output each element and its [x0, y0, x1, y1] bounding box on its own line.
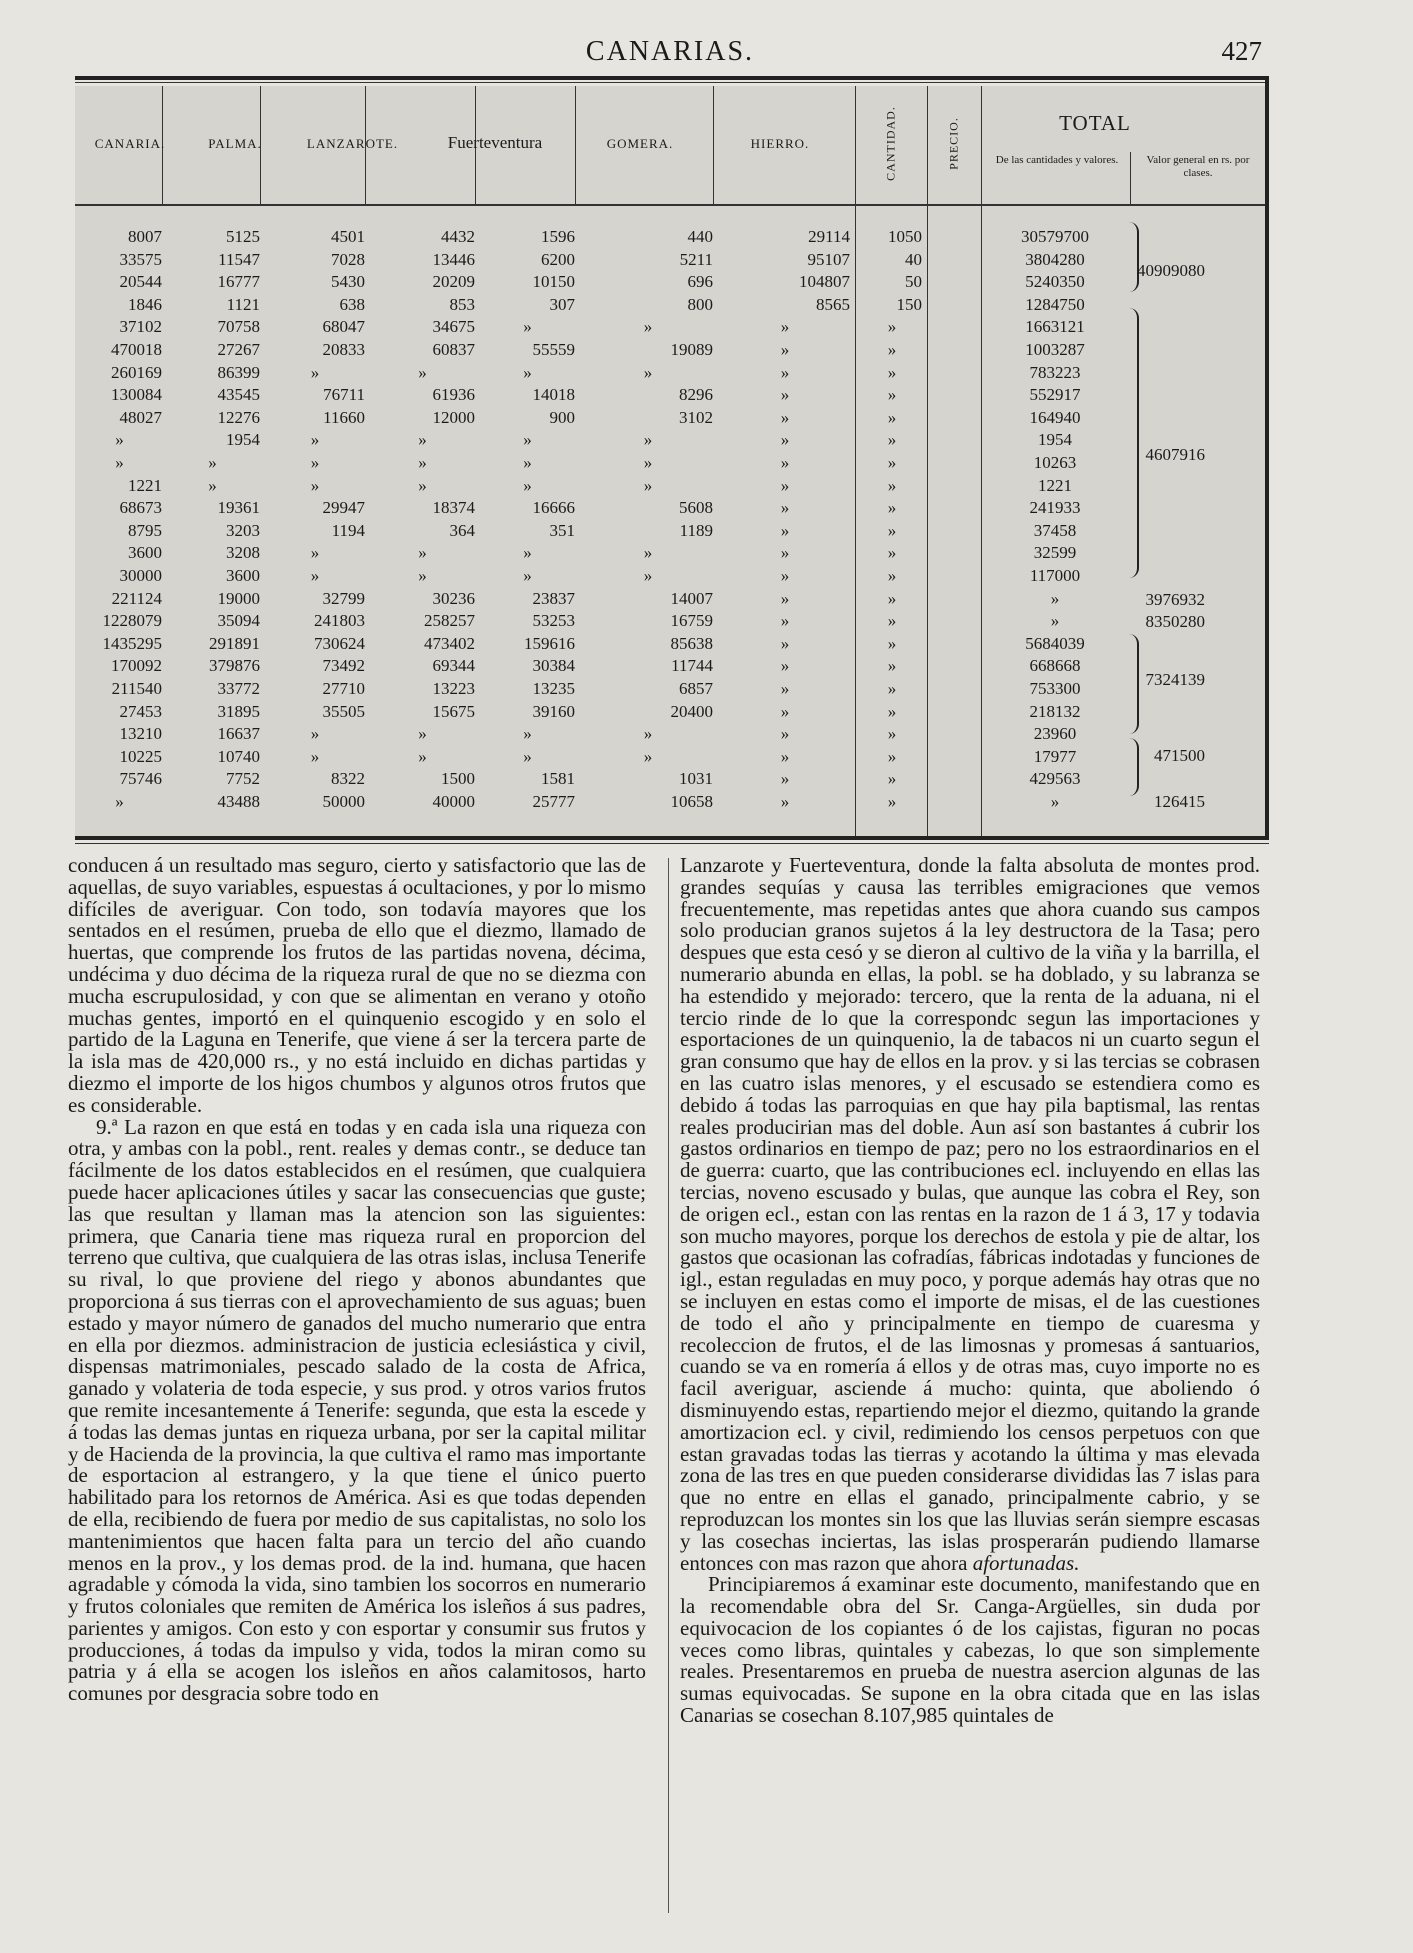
table-cell: 43488 [217, 792, 260, 811]
header-precio: PRECIO. [946, 117, 961, 170]
table-cell: » [643, 475, 653, 495]
table-cell: » [780, 769, 790, 789]
table-cell: » [780, 317, 790, 337]
table-cell: » [780, 453, 790, 472]
table-cell: 20400 [670, 701, 713, 721]
table-cell: 13210 [119, 724, 162, 744]
table-cell: 20544 [119, 272, 162, 292]
table-cell: » [643, 746, 653, 766]
table-cell: » [643, 543, 653, 563]
table-cell: 1663121 [1025, 317, 1085, 337]
column-divider [713, 86, 714, 204]
group-total: 3976932 [1145, 590, 1205, 609]
table-cell: 1050 [888, 227, 922, 246]
table-cell: 668668 [1029, 656, 1081, 676]
table-cell: » [887, 633, 897, 653]
table-cell: 18374 [432, 498, 475, 518]
table-cell: 211540 [111, 679, 162, 698]
table-cell: 3600 [226, 566, 260, 585]
table-cell: » [1050, 792, 1060, 811]
table-cell: 16777 [217, 272, 260, 292]
table-cell: 1221 [1038, 475, 1072, 495]
table-cell: » [418, 746, 427, 766]
paragraph-text: Lanzarote y Fuerteventura, donde la falta absoluta de montes prod. grandes sequías y causa las terribles emigraciones que vemos frecuentemente, mas repetidas antes que ahora cuando sus campos solo producian granos sujetos á la ley destructora de la Tasa; pero despues que esta cesó y se dieron al cultivo de la viña y la barrilla, el numerario abunda en ellas, la pobl. se ha doblado, y su labranza se ha estendido y mejorado: tercero, que la renta de la aduana, ni el tercio rinde de lo que la correspondc segun las importaciones y esportaciones de un quinquenio, la de tabacos ni un cuarto segun el gran consumo que hay de ellos en la prov. y si las tercias se cobrasen en las cuatro islas menores, y el escusado se estendiera como es debido á todas las parroquias en que hay pila baptismal, las rentas reales producirian mas del doble. Aun así son bastantes á cubrir los gastos ordinarios en tiempo de paz; pero no los estraordinarios en el de guerra: cuarto, que las contribuciones ecl. incluyendo en ellas las tercias, noveno escusado y bulas, que aunque las cobra el Rey, son de origen ecl., estan con las rentas en la razon de 1 á 3, 17 y todavia son mucho mayores, porque los derechos de estola y pie de altar, los gastos que ocasionan las cofradías, fábricas indotadas y funciones de igl., estan reguladas en muy poco, y porque además hay otras que no se incluyen en estas como el importe de misas, el de las cuestiones de todo el año y principalmente en tiempo de cuaresma y recoleccion de frutos, el de las limosnas y promesas á santuarios, cuando se va en romería á ellos y de otras mas, cuyo importe no es facil averiguar, asciende á mucho: quinta, que aboliendo ó disminuyendo estas, repartiendo mejor el diezmo, quitando la grande amortizacion ecl. y civil, redimiendo los censos perpetuos con que estan gravadas todas las tierras y acotando la última y mas elevada zona de las tres en que pueden considerarse divididas las 7 islas para que no entre en ellas el ganado, principalmente cabrio, y se reproduzcan los montes sin los que las lluvias serán siempre escasas y las cosechas inciertas, las islas prosperarán pudiendo llamarse entonces con mas razon que ahora [680, 853, 1260, 1575]
page-number: 427 [1221, 36, 1262, 66]
table-cell: 61936 [432, 385, 475, 405]
table-cell: » [887, 724, 897, 744]
group-total: 126415 [1154, 792, 1205, 811]
table-cell: 68673 [119, 498, 162, 518]
table-cell: » [780, 566, 790, 585]
header-canaria: CANARIA. [94, 136, 166, 151]
table-cell: » [208, 453, 217, 472]
table-cell: » [643, 317, 653, 337]
table-cell: » [780, 340, 790, 359]
table-cell: 258257 [424, 611, 475, 631]
table-cell: 6200 [541, 249, 575, 269]
table-cell: » [418, 566, 427, 585]
body-column-right [680, 855, 1260, 1727]
table-cell: » [643, 362, 653, 382]
column-divider [575, 86, 576, 204]
table-cell: » [780, 633, 790, 653]
table-cell: 16637 [217, 724, 260, 744]
paragraph [680, 855, 1260, 1574]
table-cell: » [418, 475, 427, 495]
table-cell: » [887, 656, 897, 676]
table-cell: 6857 [679, 679, 713, 698]
table-cell: » [115, 453, 124, 472]
table-row [75, 227, 1265, 249]
table-row [75, 521, 1265, 543]
table-cell: 29947 [322, 498, 365, 518]
table-cell: 11547 [218, 249, 260, 269]
header-total-sub-cantidades: De las cantidades y valores. [995, 154, 1119, 166]
table-cell: » [780, 543, 790, 563]
table-row [75, 317, 1265, 339]
table-cell: 3804280 [1025, 249, 1085, 269]
group-total: 8350280 [1145, 612, 1205, 631]
table-cell: » [887, 453, 897, 472]
table-cell: 27710 [322, 679, 365, 698]
table-cell: 60837 [432, 340, 475, 359]
table-cell: 800 [687, 294, 713, 314]
table-cell: 218132 [1029, 701, 1081, 721]
header-cantidad: CANTIDAD. [883, 106, 898, 181]
table-cell: » [887, 475, 897, 495]
table-cell: » [780, 679, 790, 698]
table-cell: » [887, 566, 897, 585]
table-cell: 40000 [432, 792, 475, 811]
table-cell: » [643, 453, 653, 472]
table-cell: 3208 [226, 543, 260, 563]
table-cell: 5240350 [1025, 272, 1085, 292]
table-cell: 351 [549, 520, 575, 540]
header-gomera: GOMERA. [606, 136, 674, 151]
table-cell: 638 [339, 294, 365, 314]
table-row [75, 340, 1265, 362]
table-cell: 307 [549, 294, 575, 314]
table-row [75, 543, 1265, 565]
table-cell: » [1050, 611, 1060, 631]
table-cell: 10658 [670, 792, 713, 811]
table-cell: 1189 [679, 520, 713, 540]
header-palma: PALMA. [208, 136, 262, 151]
table-cell: 13235 [532, 679, 575, 698]
table-cell: » [887, 498, 897, 518]
table-cell: 35505 [322, 701, 365, 721]
table-cell: » [523, 746, 532, 766]
table-cell: 27267 [217, 340, 260, 359]
table-cell: » [643, 430, 653, 450]
table-cell: 696 [687, 272, 713, 292]
table-cell: » [208, 475, 217, 495]
table-cell: 13446 [432, 249, 475, 269]
table-cell: 5211 [679, 249, 713, 269]
table-cell: » [310, 746, 320, 766]
table-cell: 11660 [323, 407, 365, 427]
table-cell: 10263 [1033, 453, 1077, 472]
table-cell: 1194 [331, 520, 365, 540]
table-cell: 730624 [314, 633, 365, 653]
table-cell: » [310, 430, 320, 450]
table-cell: » [523, 475, 532, 495]
table-cell: 27453 [119, 701, 162, 721]
header-hierro: HIERRO. [750, 136, 810, 151]
table-cell: 170092 [111, 656, 162, 676]
table-cell: » [887, 611, 897, 631]
table-cell: » [887, 362, 897, 382]
table-cell: 552917 [1029, 385, 1081, 405]
table-row [75, 408, 1265, 430]
table-cell: 130084 [111, 385, 162, 405]
table-cell: 37102 [119, 317, 162, 337]
table-row [75, 385, 1265, 407]
table-cell: 20209 [432, 272, 475, 292]
table-cell: » [523, 362, 532, 382]
table-cell: » [1050, 588, 1060, 608]
table-cell: 8322 [331, 769, 365, 789]
table-cell: 783223 [1029, 362, 1081, 382]
table-cell: » [418, 724, 427, 744]
table-cell: » [887, 746, 897, 766]
table-cell: 8565 [816, 294, 850, 314]
table-cell: 753300 [1029, 679, 1081, 698]
table-cell: » [780, 792, 790, 811]
table-cell: 1228079 [102, 611, 162, 631]
table-cell: » [780, 362, 790, 382]
column-divider [668, 858, 669, 1913]
table-bottom-rule-thin [75, 843, 1269, 844]
table-cell: 8007 [128, 227, 162, 246]
table-cell: 1284750 [1025, 294, 1085, 314]
table-cell: » [418, 453, 427, 472]
table-cell: » [310, 724, 320, 744]
table-cell: 3203 [226, 520, 260, 540]
table-cell: 73492 [322, 656, 365, 676]
table-cell: 3600 [128, 543, 162, 563]
table-cell: 5430 [331, 272, 365, 292]
table-cell: 13223 [432, 679, 475, 698]
table-cell: 23960 [1033, 724, 1077, 744]
table-row [75, 476, 1265, 498]
table-cell: » [780, 656, 790, 676]
table-cell: 291891 [209, 633, 260, 653]
table-cell: » [523, 430, 532, 450]
table-row [75, 724, 1265, 746]
table-cell: 30384 [532, 656, 575, 676]
header-total-sub-valor: Valor general en rs. por clases. [1146, 154, 1250, 179]
table-cell: 30000 [119, 566, 162, 585]
table-cell: 39160 [532, 701, 575, 721]
table-cell: 4432 [441, 227, 475, 246]
table-cell: 23837 [532, 588, 575, 608]
table-cell: 1846 [128, 294, 162, 314]
table-cell: 10225 [119, 746, 162, 766]
brace [1125, 222, 1139, 292]
table-cell: 25777 [532, 792, 575, 811]
table-cell: 85638 [670, 633, 713, 653]
header-fuerteventura: Fuerteventura [447, 133, 543, 152]
table-cell: » [780, 430, 790, 450]
table-cell: 19089 [670, 340, 713, 359]
table-cell: 1596 [541, 227, 575, 246]
table-cell: 3102 [679, 407, 713, 427]
table-cell: 70758 [217, 317, 260, 337]
table-cell: » [780, 724, 790, 744]
table-cell: » [115, 792, 124, 811]
table-cell: 37458 [1033, 520, 1077, 540]
table-cell: 17977 [1033, 746, 1077, 766]
table-row [75, 295, 1265, 317]
table-cell: 16759 [670, 611, 713, 631]
table-cell: 29114 [808, 227, 850, 246]
group-total: 7324139 [1145, 670, 1205, 689]
table-cell: 10150 [532, 272, 575, 292]
table-cell: 55559 [532, 340, 575, 359]
table-cell: 34675 [432, 317, 475, 337]
table-row [75, 634, 1265, 656]
table-cell: » [780, 498, 790, 518]
table-cell: 35094 [217, 611, 260, 631]
table-cell: 4501 [331, 227, 365, 246]
group-total: 40909080 [1137, 261, 1205, 280]
table-cell: 50000 [322, 792, 365, 811]
table-cell: 20833 [322, 340, 365, 359]
table-cell: » [780, 588, 790, 608]
table-cell: 8296 [679, 385, 713, 405]
paragraph: conducen á un resultado mas seguro, cierto y satisfactorio que las de aquellas, de suyo variables, espuestas á ocultaciones, y por lo mismo difíciles de averiguar. Con todo, son todavía mayores que los sentados en el resúmen, prueba de ello que el diezmo, llamado de huertas, que comprende los frutos de las partidas novena, décima, undécima y duo décima de la riqueza rural de que no se diezma con mucha escrupulosidad, y con que se alimentan en verano y otoño muchas gentes, importó en el quinquenio escogido y en solo el partido de la Laguna en Tenerife, que viene á ser la tercera parte de la isla mas de 420,000 rs., y no está incluido en dichas partidas y diezmo el importe de los higos chumbos y algunos otros frutos que es considerable. [68, 853, 646, 1117]
table-cell: 14007 [670, 588, 713, 608]
table-cell: 14018 [532, 385, 575, 405]
table-cell: 1954 [1038, 430, 1072, 450]
group-total: 4607916 [1145, 445, 1205, 464]
table-cell: » [310, 362, 320, 382]
table-cell: 440 [687, 227, 713, 246]
header-rule [75, 204, 1265, 206]
table-cell: » [887, 430, 897, 450]
table-cell: 159616 [524, 633, 575, 653]
table-cell: » [780, 746, 790, 766]
table-cell: 69344 [432, 656, 475, 676]
table-row [75, 702, 1265, 724]
paragraph-italic: afortunadas. [972, 1550, 1080, 1575]
paragraph: 9.ª La razon en que está en todas y en cada isla una riqueza con otra, y ambas con la pobl., rent. reales y demas contr., se deduce tan fácilmente de los datos establecidos en el resúmen, que cualquiera puede hacer aplicaciones útiles y sacar las consecuencias que guste; las que resultan y llaman mas la atencion son las siguientes: primera, que Canaria tiene mas riqueza rural en proporcion del terreno que cultiva, que cualquiera de las otras islas, inclusa Tenerife su rival, lo que proviene del riego y abonos abundantes que proporciona á sus tierras con el aprovechamiento de sus aguas; buen estado y mayor número de ganados del mucho numerario que entra en ella por diezmos. administracion de justicia eclesiástica y civil, dispensas matrimoniales, pescado salado de la costa de Africa, ganado y volateria de toda especie, y sus prod. y otros varios frutos que remite incesantemente á Tenerife: segunda, que esta la escede y á todas las demas juntas en riqueza urbana, por ser la capital militar y de Hacienda de la provincia, la que cultiva el ramo mas importante de esportacion al estrangero, y la que tiene el único puerto habilitado para los retornos de América. Asi es que todas dependen de ella, recibiendo de fuera por medio de sus capitalistas, no solo los mantenimientos que hacen falta para un tercio del año cuando menos en la prov., y los demas prod. de la ind. humana, que hacen agradable y cómoda la vida, sino tambien los socorros en numerario y frutos coloniales que remiten de América los isleños á sus padres, parientes y amigos. Con esto y con esportar y consumir sus frutos y producciones, á todas da impulso y vida, todos la miran como su patria y á ella se acogen los isleños en años calamitosos, harto comunes por desgracia sobre todo en [68, 1114, 646, 1706]
table-cell: » [523, 317, 532, 337]
table-cell: 1221 [128, 475, 162, 495]
table-cell: 16666 [532, 498, 575, 518]
table-cell: 68047 [322, 317, 365, 337]
table-cell: 7752 [226, 769, 260, 789]
table-cell: » [887, 588, 897, 608]
table-cell: 900 [549, 407, 575, 427]
table-cell: » [780, 520, 790, 540]
table-cell: » [418, 362, 427, 382]
brace [1125, 308, 1139, 578]
table-cell: 5684039 [1025, 633, 1085, 653]
table-cell: 164940 [1029, 407, 1081, 427]
table-cell: » [887, 340, 897, 359]
table-cell: » [115, 430, 124, 450]
table-cell: 76711 [323, 385, 365, 405]
table-bottom-rule [75, 836, 1269, 840]
table-cell: 12276 [217, 407, 260, 427]
table-cell: 86399 [217, 362, 260, 382]
table-cell: » [310, 475, 320, 495]
table-cell: 11744 [671, 656, 713, 676]
header-lanzarote: LANZAROTE. [306, 136, 399, 151]
table-cell: » [887, 317, 897, 337]
table-cell: 15675 [432, 701, 475, 721]
table-cell: 260169 [111, 362, 162, 382]
table-right-border [1265, 76, 1269, 840]
table-cell: » [523, 566, 532, 585]
table-cell: 1121 [226, 294, 260, 314]
table-cell: 1500 [441, 769, 475, 789]
table-cell: 473402 [424, 633, 475, 653]
body-column-left [68, 855, 646, 1705]
table-cell: » [887, 385, 897, 405]
table-cell: 12000 [432, 407, 475, 427]
table-cell: 104807 [799, 272, 850, 292]
table-cell: » [418, 430, 427, 450]
table-cell: » [780, 701, 790, 721]
table-cell: » [887, 769, 897, 789]
table-cell: 221124 [111, 588, 162, 608]
table-cell: 31895 [217, 701, 260, 721]
table-cell: 30236 [432, 588, 475, 608]
table-row [75, 498, 1265, 520]
table-cell: 8795 [128, 520, 162, 540]
table-cell: 150 [896, 294, 922, 314]
paragraph: Principiaremos á examinar este documento, manifestando que en la recomendable obra del Sr. Canga-Argüelles, sin duda por equivocacion de los copiantes ó de los cajistas, figuran no pocas veces como libras, quintales y cabezas, lo que son simplemente reales. Presentaremos en prueba de nuestra asercion algunas de las sumas equivocadas. Se supone en la obra citada que en las islas Canarias se cosechan 8.107,985 quintales de [680, 1572, 1260, 1728]
top-rule-thin [75, 82, 1265, 83]
table-cell: 429563 [1029, 769, 1081, 789]
table-cell: 75746 [119, 769, 162, 789]
table-cell: 364 [449, 520, 475, 540]
table-cell: 1003287 [1025, 340, 1085, 359]
table-cell: 43545 [217, 385, 260, 405]
table-cell: 5125 [226, 227, 260, 246]
table-cell: » [887, 679, 897, 698]
table-cell: » [780, 407, 790, 427]
table-cell: 30579700 [1021, 227, 1089, 246]
table-row [75, 363, 1265, 385]
table-cell: 379876 [209, 656, 260, 676]
column-divider [1130, 152, 1131, 204]
table-cell: 1031 [679, 769, 713, 789]
table-cell: 95107 [807, 249, 850, 269]
table-cell: 19361 [217, 498, 260, 518]
top-rule [75, 76, 1265, 80]
table-cell: » [887, 407, 897, 427]
table-cell: » [523, 543, 532, 563]
header-total: TOTAL [1059, 111, 1131, 135]
table-cell: 40 [905, 249, 922, 269]
table-cell: 32599 [1033, 543, 1077, 563]
table-cell: » [643, 566, 653, 585]
table-cell: 241933 [1029, 498, 1081, 518]
table-cell: 19000 [217, 588, 260, 608]
table-cell: 48027 [119, 407, 162, 427]
table-cell: » [887, 543, 897, 563]
table-cell: » [780, 385, 790, 405]
table-cell: » [780, 611, 790, 631]
table-cell: 470018 [111, 340, 162, 359]
running-title: CANARIAS. [585, 36, 755, 67]
table-cell: 117000 [1029, 566, 1081, 585]
table-row [75, 769, 1265, 791]
table-cell: 1581 [541, 769, 575, 789]
table-cell: » [780, 475, 790, 495]
table-cell: 1954 [226, 430, 260, 450]
table-cell: » [310, 566, 320, 585]
table-row [75, 566, 1265, 588]
table-cell: 7028 [331, 249, 365, 269]
table-cell: » [887, 792, 897, 811]
table-cell: » [643, 724, 653, 744]
table-cell: 32799 [322, 588, 365, 608]
table-cell: 33575 [119, 249, 162, 269]
table-cell: 5608 [679, 498, 713, 518]
table-cell: 1435295 [102, 633, 162, 653]
table-cell: 50 [905, 272, 922, 292]
table-cell: » [310, 543, 320, 563]
group-total: 471500 [1154, 746, 1205, 765]
table-cell: » [887, 701, 897, 721]
table-cell: 241803 [314, 611, 365, 631]
table-cell: » [887, 520, 897, 540]
table-cell: 33772 [217, 679, 260, 698]
table-cell: 10740 [217, 746, 260, 766]
table-cell: » [418, 543, 427, 563]
table-cell: 853 [449, 294, 475, 314]
page-header [75, 28, 1265, 68]
table-cell: » [523, 724, 532, 744]
table-cell: 53253 [532, 611, 575, 631]
table-cell: » [523, 453, 532, 472]
statistics-table [75, 86, 1265, 836]
table-cell: » [310, 453, 320, 472]
